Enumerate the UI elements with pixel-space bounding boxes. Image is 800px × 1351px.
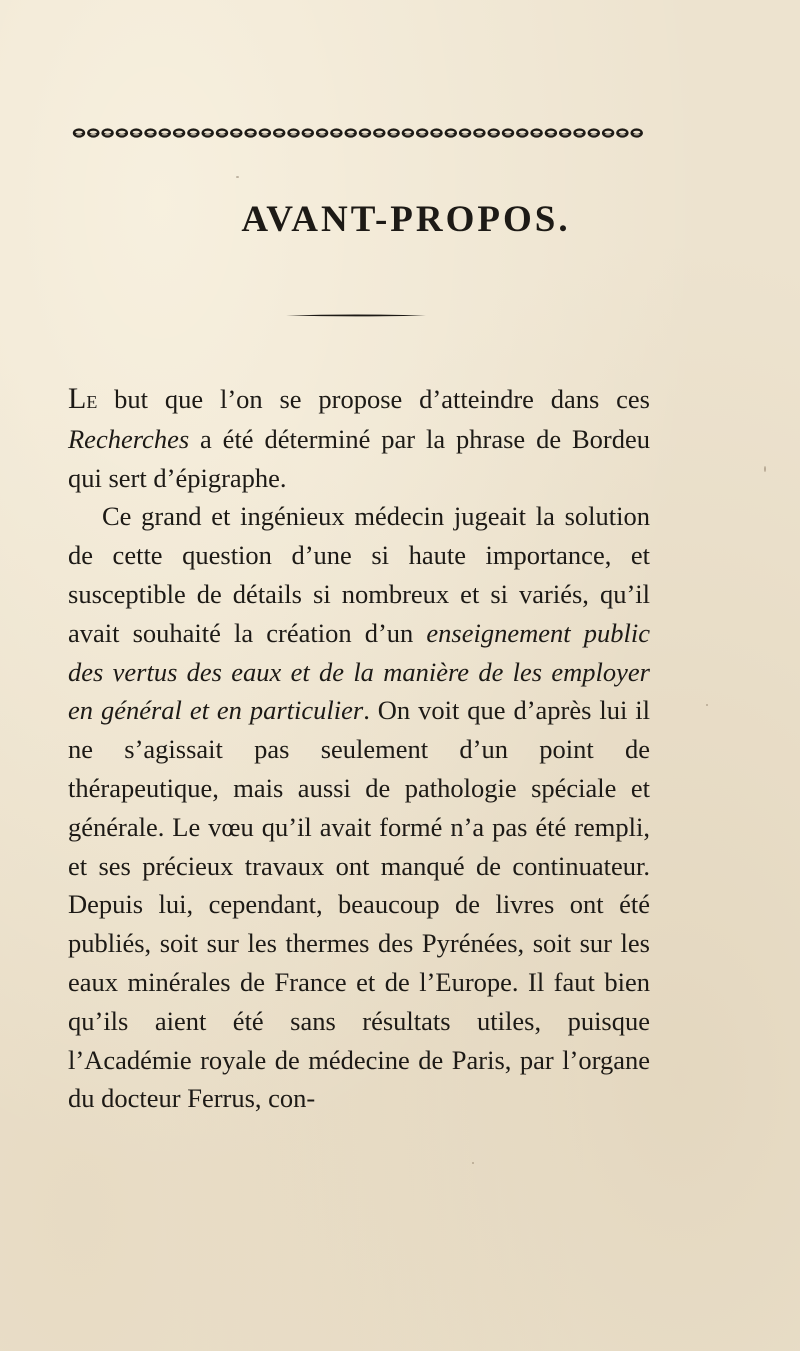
ornament-link: [631, 128, 643, 137]
dropcap-first-letter: L: [68, 382, 87, 415]
paragraph-1-italic: Recherches: [68, 423, 190, 454]
ornament-link: [101, 128, 113, 137]
title-divider-rule: [286, 314, 426, 317]
ornament-link: [116, 128, 128, 137]
ornament-link: [330, 128, 342, 137]
paragraph-2-text-a: Ce grand et ingénieux médecin jugeait la solution de cette question d’une si haute importance, et susceptible de détails si nombreux et si variés, qu’il avait souhaité la création d’un: [68, 501, 650, 648]
ornament-link: [502, 128, 514, 137]
ornament-link: [559, 128, 571, 137]
ornament-link: [302, 128, 314, 137]
ornament-link: [159, 128, 171, 137]
dropcap-rest: e: [86, 385, 98, 414]
ornament-link: [187, 128, 199, 137]
ornament-link: [259, 128, 271, 137]
ornament-link: [373, 128, 385, 137]
ornament-link: [173, 128, 185, 137]
ornament-link: [430, 128, 442, 137]
ornament-link: [445, 128, 457, 137]
paragraph-1-text-a: but que l’on se propose d’atteindre dans ces: [97, 384, 650, 414]
paragraph-1: [68, 380, 650, 497]
paper-speck: [472, 1162, 474, 1164]
main-text: [68, 380, 650, 1118]
ornament-link: [573, 128, 585, 137]
ornament-link: [244, 128, 256, 137]
ornament-link: [216, 128, 228, 137]
ornament-link: [359, 128, 371, 137]
ornament-link: [230, 128, 242, 137]
ornament-link: [588, 128, 600, 137]
ornament-link: [616, 128, 628, 137]
ornament-link: [459, 128, 471, 137]
ornament-link: [345, 128, 357, 137]
ornament-link: [273, 128, 285, 137]
paragraph-2-text-b: . On voit que d’après lui il ne s’agissait pas seulement d’un point de thérapeutique, mais aussi de pathologie spéciale et générale. Le vœu qu’il avait formé n’a pas été rempli, et ses précieux travaux ont manqué de continuateur. Depuis lui, cependant, beaucoup de livres ont été publiés, soit sur les thermes des Pyrénées, soit sur les eaux minérales de France et de l’Europe. Il faut bien qu’ils aient été sans résultats utiles, puisque l’Académie royale de médecine de Paris, par l’organe du docteur Ferrus, con-: [68, 695, 651, 1114]
ornament-link: [402, 128, 414, 137]
ornament-link: [602, 128, 614, 137]
ornament-link: [316, 128, 328, 137]
ornament-link: [545, 128, 557, 137]
ornament-link: [516, 128, 528, 137]
paragraph-2-italic: enseignement public des vertus des eaux et de la manière de les employer en général et en particulier: [68, 617, 650, 726]
ornament-link: [287, 128, 299, 137]
ornament-link: [130, 128, 142, 137]
ornamental-border: [72, 124, 650, 142]
paper-speck: [236, 176, 239, 178]
page-title: AVANT-PROPOS.: [241, 199, 571, 240]
ornament-link: [73, 128, 85, 137]
ornament-link: [87, 128, 99, 137]
ornament-link: [488, 128, 500, 137]
paper-speck: [764, 466, 766, 472]
ornament-link: [530, 128, 542, 137]
ornament-link: [202, 128, 214, 137]
ornament-link: [473, 128, 485, 137]
paragraph-1-text-b: a été déterminé par la phrase de Bordeu qui sert d’épigraphe.: [68, 423, 650, 493]
paper-speck: [706, 704, 708, 706]
ornament-link: [416, 128, 428, 137]
ornament-link: [387, 128, 399, 137]
ornament-chain-graphic: [72, 124, 650, 142]
ornament-link: [144, 128, 156, 137]
paragraph-2: [68, 497, 650, 1118]
